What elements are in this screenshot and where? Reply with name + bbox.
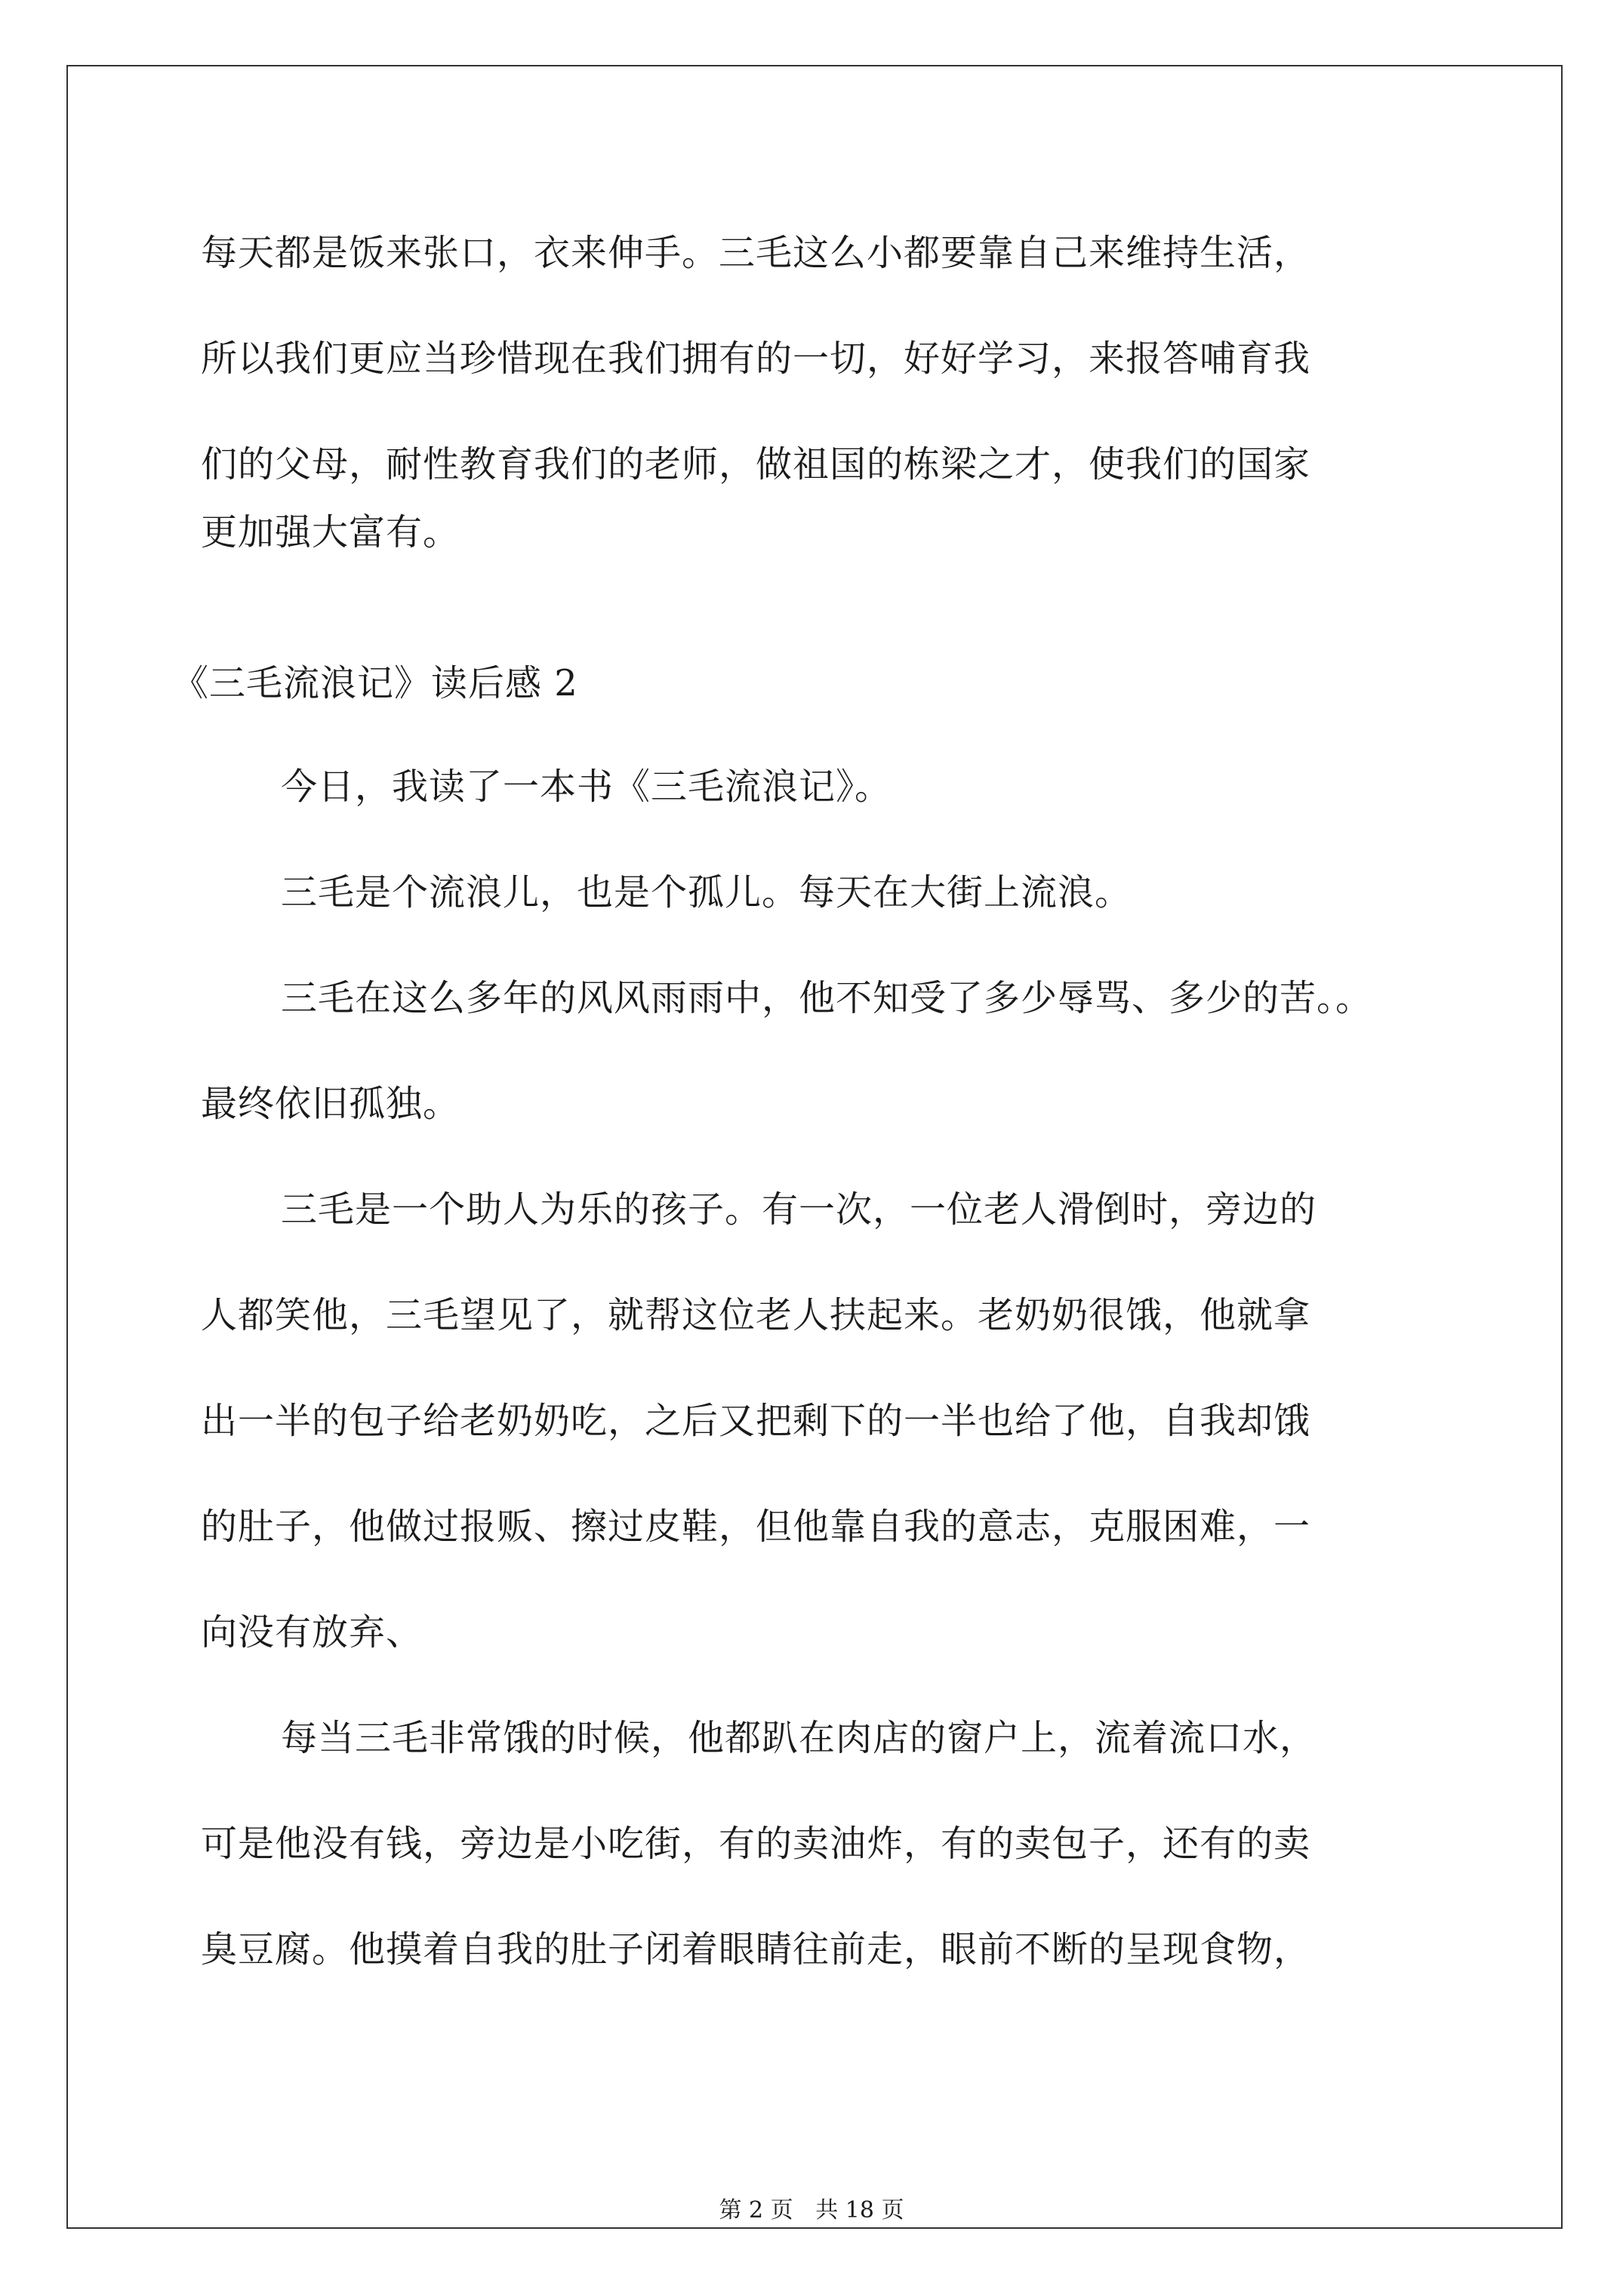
body-line: 三毛在这么多年的风风雨雨中，他不知受了多少辱骂、多少的苦。。 — [281, 977, 1373, 1019]
body-line: 们的父母，耐性教育我们的老师，做祖国的栋梁之才，使我们的国家 — [201, 443, 1311, 485]
body-line: 出一半的包子给老奶奶吃，之后又把剩下的一半也给了他，自我却饿 — [201, 1400, 1311, 1442]
body-line: 今日，我读了一本书《三毛流浪记》。 — [281, 766, 892, 808]
body-line: 每天都是饭来张口，衣来伸手。三毛这么小都要靠自己来维持生活， — [201, 232, 1311, 274]
page-border — [66, 65, 1563, 2229]
section-heading: 《三毛流浪记》读后感 2 — [172, 662, 578, 704]
page-number: 第 2 页 — [719, 2197, 793, 2224]
body-line: 可是他没有钱，旁边是小吃街，有的卖油炸，有的卖包子，还有的卖 — [201, 1823, 1311, 1865]
body-line: 三毛是个流浪儿，也是个孤儿。每天在大街上流浪。 — [281, 871, 1132, 914]
page-total: 共 18 页 — [815, 2197, 904, 2224]
body-line: 三毛是一个助人为乐的孩子。有一次，一位老人滑倒时，旁边的 — [281, 1188, 1317, 1231]
body-line: 向没有放弃、 — [201, 1611, 423, 1653]
body-line: 更加强大富有。 — [201, 511, 460, 553]
page-footer — [0, 2196, 1623, 2226]
body-line: 人都笑他，三毛望见了，就帮这位老人扶起来。老奶奶很饿，他就拿 — [201, 1294, 1311, 1336]
body-line: 最终依旧孤独。 — [201, 1083, 460, 1125]
body-line: 所以我们更应当珍惜现在我们拥有的一切，好好学习，来报答哺育我 — [201, 337, 1311, 380]
body-line: 的肚子，他做过报贩、擦过皮鞋，但他靠自我的意志，克服困难，一 — [201, 1505, 1311, 1548]
body-line: 臭豆腐。他摸着自我的肚子闭着眼睛往前走，眼前不断的呈现食物， — [201, 1928, 1311, 1971]
body-line: 每当三毛非常饿的时候，他都趴在肉店的窗户上，流着流口水， — [281, 1717, 1317, 1759]
